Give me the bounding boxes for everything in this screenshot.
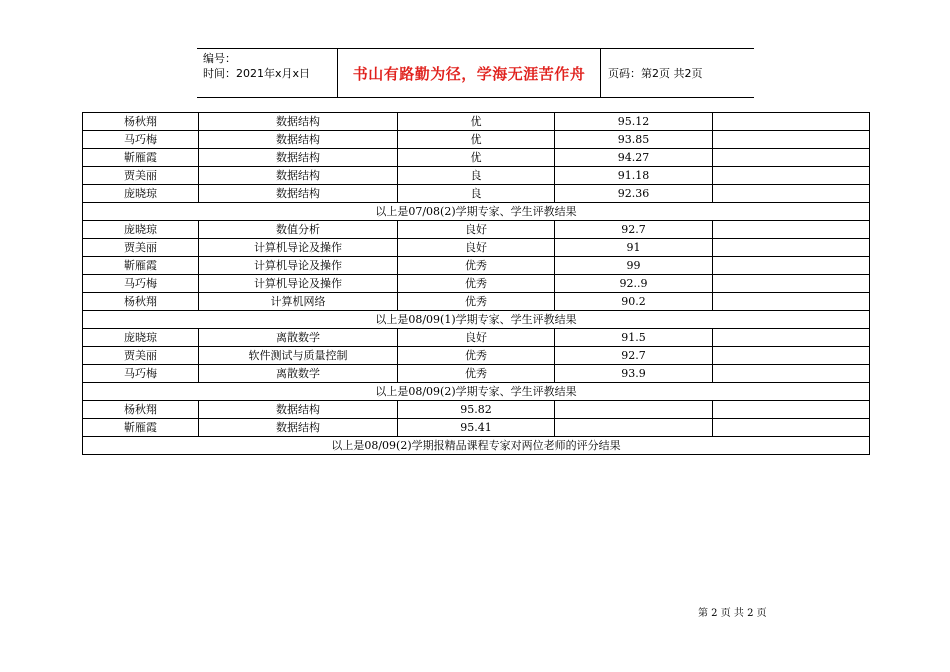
course-cell: 数据结构 <box>199 419 398 437</box>
extra-cell <box>713 365 870 383</box>
summary-row <box>83 383 870 401</box>
table-row <box>83 275 870 293</box>
code-label: 编号： <box>203 52 236 65</box>
table-row <box>83 113 870 131</box>
summary-row <box>83 203 870 221</box>
summary-row <box>83 437 870 455</box>
extra-cell <box>713 167 870 185</box>
teacher-cell: 靳雁霞 <box>83 257 199 275</box>
course-cell: 计算机网络 <box>199 293 398 311</box>
course-cell: 离散数学 <box>199 329 398 347</box>
evaluation-table-body <box>83 113 870 455</box>
grade-cell: 优 <box>398 113 555 131</box>
table-row <box>83 401 870 419</box>
extra-cell <box>713 293 870 311</box>
score-cell: 93.85 <box>555 131 713 149</box>
course-cell: 计算机导论及操作 <box>199 239 398 257</box>
table-row <box>83 293 870 311</box>
course-cell: 软件测试与质量控制 <box>199 347 398 365</box>
course-cell: 数据结构 <box>199 167 398 185</box>
table-row <box>83 167 870 185</box>
table-row <box>83 221 870 239</box>
teacher-cell: 杨秋翔 <box>83 293 199 311</box>
grade-cell: 95.82 <box>398 401 555 419</box>
table-row <box>83 239 870 257</box>
extra-cell <box>713 419 870 437</box>
score-cell: 94.27 <box>555 149 713 167</box>
extra-cell <box>713 185 870 203</box>
teacher-cell: 庞晓琼 <box>83 185 199 203</box>
teacher-cell: 马巧梅 <box>83 365 199 383</box>
teacher-cell: 马巧梅 <box>83 275 199 293</box>
table-row <box>83 347 870 365</box>
score-cell: 91 <box>555 239 713 257</box>
score-cell: 92.7 <box>555 221 713 239</box>
course-cell: 计算机导论及操作 <box>199 257 398 275</box>
grade-cell: 良 <box>398 185 555 203</box>
score-cell: 92.36 <box>555 185 713 203</box>
score-cell: 92.7 <box>555 347 713 365</box>
extra-cell <box>713 329 870 347</box>
grade-cell: 良 <box>398 167 555 185</box>
header-meta <box>197 49 338 97</box>
course-cell: 数据结构 <box>199 149 398 167</box>
table-row <box>83 329 870 347</box>
course-cell: 计算机导论及操作 <box>199 275 398 293</box>
teacher-cell: 马巧梅 <box>83 131 199 149</box>
teacher-cell: 靳雁霞 <box>83 419 199 437</box>
time-label: 时间：2021年x月x日 <box>203 67 311 80</box>
course-cell: 离散数学 <box>199 365 398 383</box>
score-cell: 91.5 <box>555 329 713 347</box>
teacher-cell: 庞晓琼 <box>83 221 199 239</box>
score-cell <box>555 401 713 419</box>
extra-cell <box>713 275 870 293</box>
score-cell <box>555 419 713 437</box>
grade-cell: 优秀 <box>398 275 555 293</box>
score-cell: 93.9 <box>555 365 713 383</box>
teacher-cell: 杨秋翔 <box>83 113 199 131</box>
extra-cell <box>713 149 870 167</box>
grade-cell: 良好 <box>398 239 555 257</box>
score-cell: 95.12 <box>555 113 713 131</box>
header-page-label: 页码：第2页 共2页 <box>608 67 703 80</box>
summary-row <box>83 311 870 329</box>
extra-cell <box>713 131 870 149</box>
teacher-cell: 杨秋翔 <box>83 401 199 419</box>
grade-cell: 优秀 <box>398 365 555 383</box>
score-cell: 90.2 <box>555 293 713 311</box>
grade-cell: 优 <box>398 131 555 149</box>
grade-cell: 95.41 <box>398 419 555 437</box>
course-cell: 数据结构 <box>199 113 398 131</box>
summary-cell: 以上是08/09(1)学期专家、学生评教结果 <box>83 311 870 329</box>
grade-cell: 优秀 <box>398 293 555 311</box>
score-cell: 92..9 <box>555 275 713 293</box>
grade-cell: 良好 <box>398 221 555 239</box>
table-row <box>83 131 870 149</box>
teacher-cell: 贾美丽 <box>83 239 199 257</box>
table-row <box>83 257 870 275</box>
teacher-cell: 贾美丽 <box>83 167 199 185</box>
summary-cell: 以上是08/09(2)学期报精品课程专家对两位老师的评分结果 <box>83 437 870 455</box>
teacher-cell: 靳雁霞 <box>83 149 199 167</box>
summary-cell: 以上是07/08(2)学期专家、学生评教结果 <box>83 203 870 221</box>
extra-cell <box>713 347 870 365</box>
score-cell: 99 <box>555 257 713 275</box>
footer-page-number: 第 2 页 共 2 页 <box>698 608 767 619</box>
extra-cell <box>713 221 870 239</box>
page-header <box>197 48 754 98</box>
grade-cell: 良好 <box>398 329 555 347</box>
table-row <box>83 149 870 167</box>
course-cell: 数值分析 <box>199 221 398 239</box>
course-cell: 数据结构 <box>199 401 398 419</box>
table-row <box>83 365 870 383</box>
grade-cell: 优秀 <box>398 347 555 365</box>
extra-cell <box>713 257 870 275</box>
teacher-cell: 庞晓琼 <box>83 329 199 347</box>
extra-cell <box>713 401 870 419</box>
grade-cell: 优 <box>398 149 555 167</box>
grade-cell: 优秀 <box>398 257 555 275</box>
score-cell: 91.18 <box>555 167 713 185</box>
course-cell: 数据结构 <box>199 131 398 149</box>
course-cell: 数据结构 <box>199 185 398 203</box>
table-row <box>83 419 870 437</box>
table-row <box>83 185 870 203</box>
header-motto: 书山有路勤为径，学海无涯苦作舟 <box>338 49 601 97</box>
teacher-cell: 贾美丽 <box>83 347 199 365</box>
evaluation-table <box>82 112 870 455</box>
extra-cell <box>713 239 870 257</box>
extra-cell <box>713 113 870 131</box>
summary-cell: 以上是08/09(2)学期专家、学生评教结果 <box>83 383 870 401</box>
